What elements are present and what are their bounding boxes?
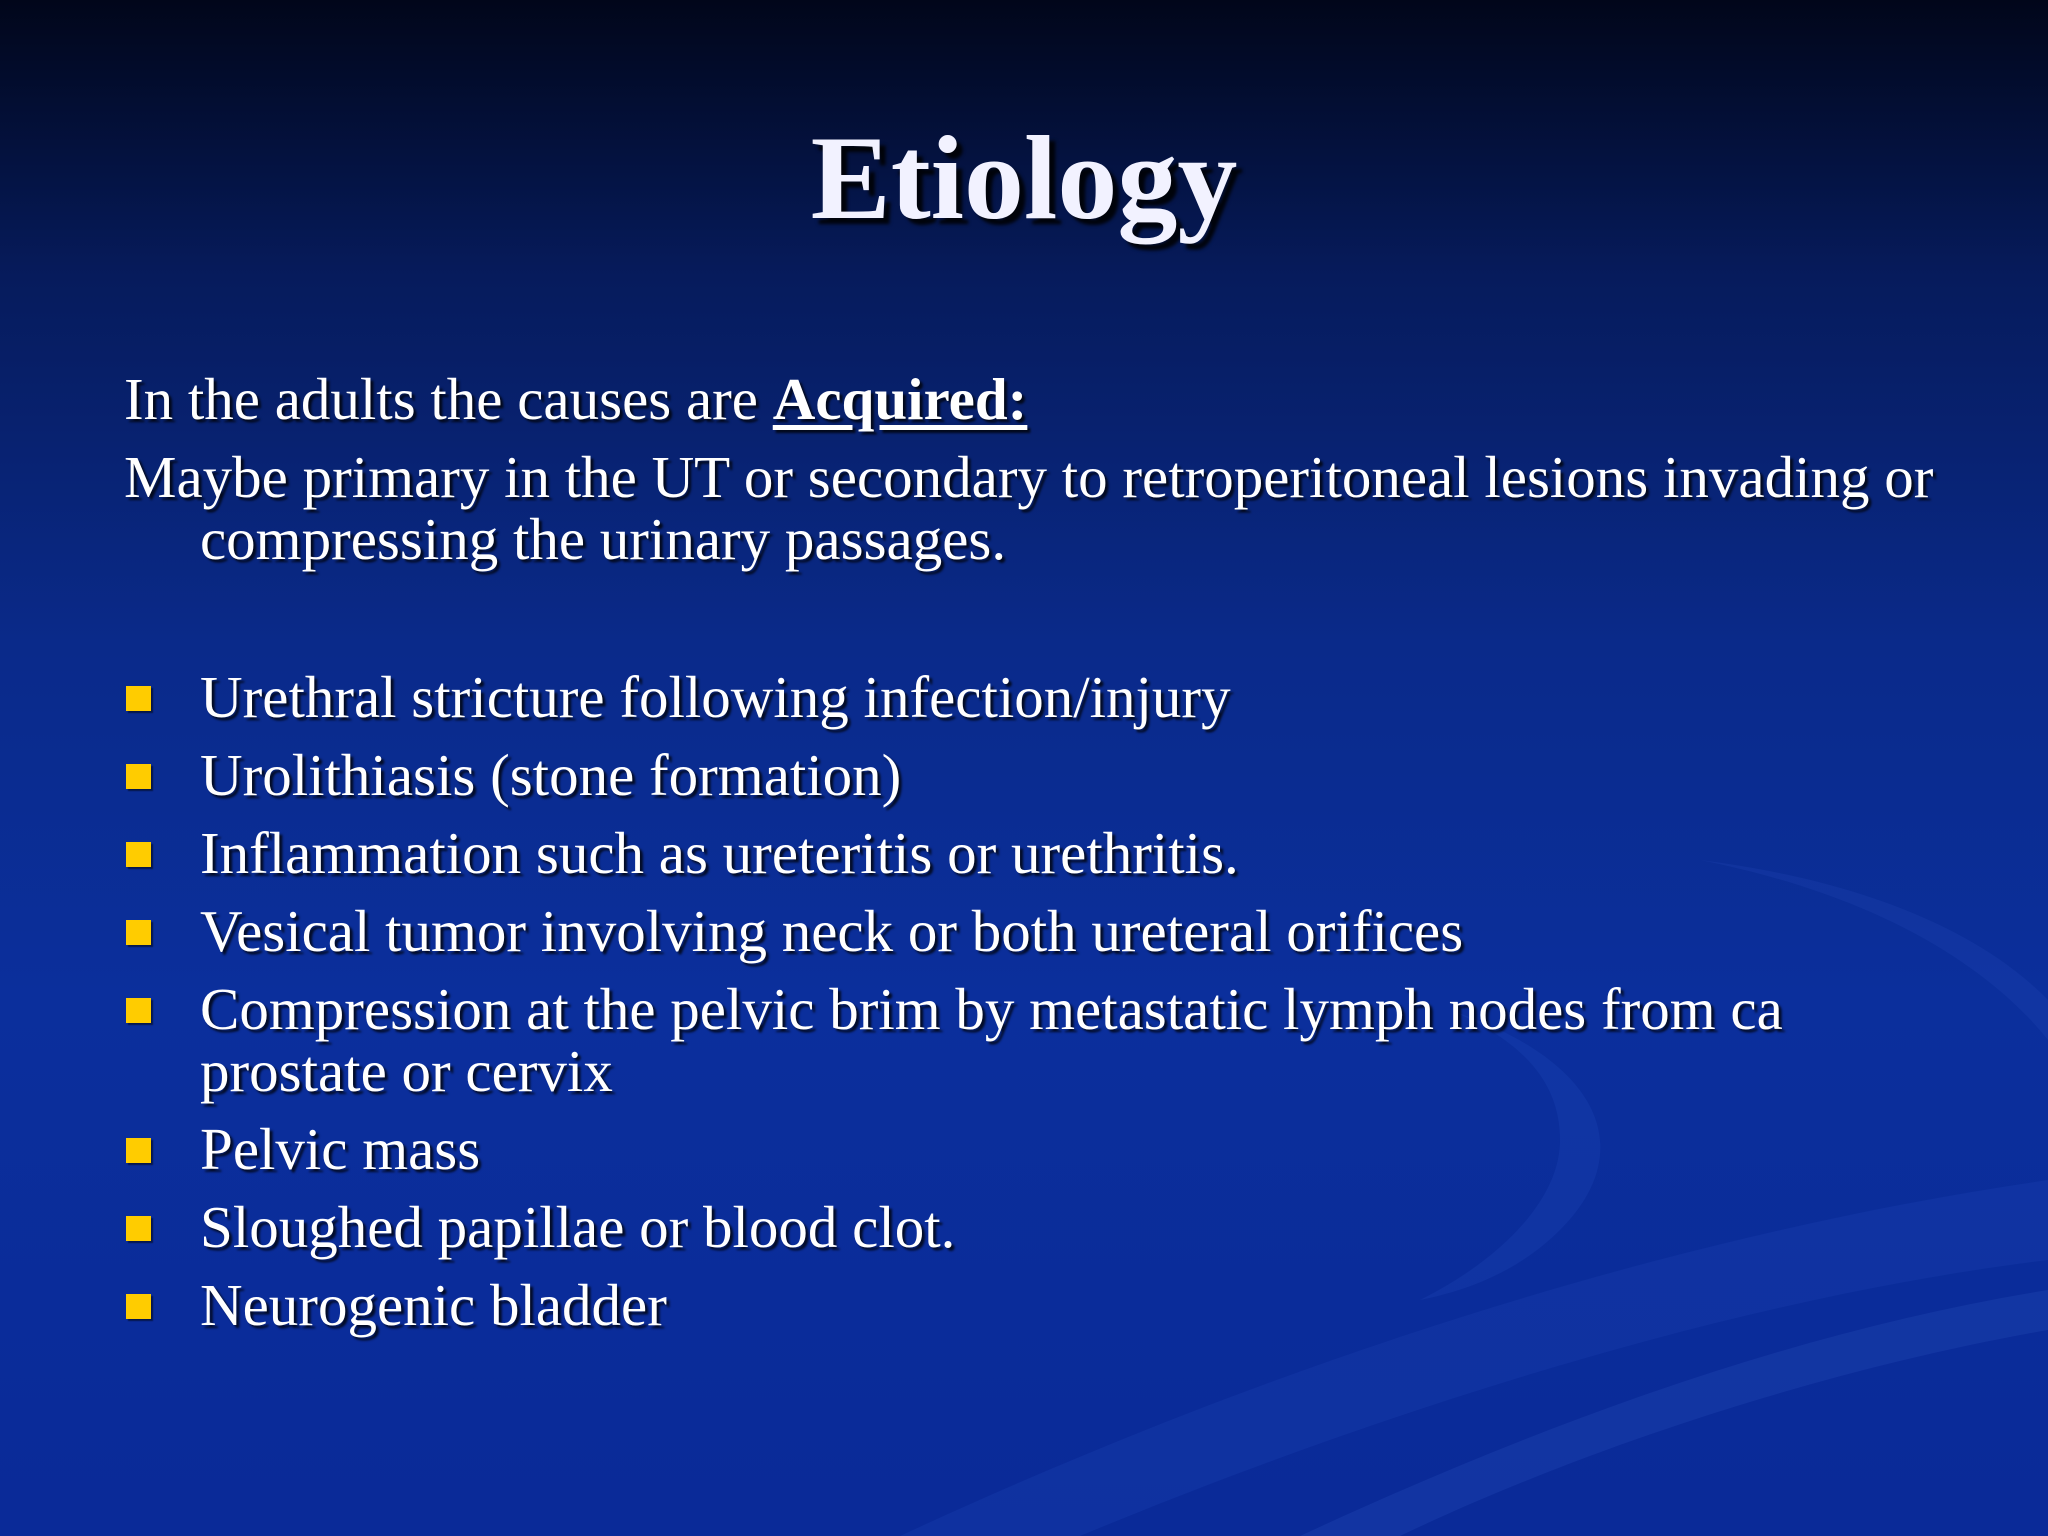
list-item <box>124 822 1944 884</box>
square-bullet-icon <box>126 764 151 789</box>
list-item <box>124 1274 1944 1336</box>
square-bullet-icon <box>126 1294 151 1319</box>
list-item-text: Sloughed papillae or blood clot. <box>200 1194 956 1260</box>
slide-title: Etiology <box>810 111 1238 244</box>
list-item <box>124 900 1944 962</box>
list-item <box>124 1196 1944 1258</box>
square-bullet-icon <box>126 842 151 867</box>
list-item-text: Neurogenic bladder <box>200 1272 667 1338</box>
square-bullet-icon <box>126 920 151 945</box>
square-bullet-icon <box>126 998 151 1023</box>
acquired-emphasis: Acquired: <box>772 366 1028 432</box>
list-item-text: Inflammation such as ureteritis or urethritis. <box>200 820 1239 886</box>
intro-line-1 <box>124 368 1944 430</box>
square-bullet-icon <box>126 686 151 711</box>
list-item <box>124 1118 1944 1180</box>
list-item-text: Compression at the pelvic brim by metastatic lymph nodes from ca prostate or cervix <box>200 976 1783 1104</box>
cause-list <box>124 666 1944 1336</box>
square-bullet-icon <box>126 1216 151 1241</box>
list-item-text: Vesical tumor involving neck or both ureteral orifices <box>200 898 1464 964</box>
list-item <box>124 744 1944 806</box>
list-item-text: Urethral stricture following infection/injury <box>200 664 1231 730</box>
list-item <box>124 666 1944 728</box>
intro-text: In the adults the causes are <box>124 366 773 432</box>
intro-line-2: Maybe primary in the UT or secondary to retroperitoneal lesions invading or compressing the urinary passages. <box>124 444 1934 572</box>
list-item-text: Urolithiasis (stone formation) <box>200 742 902 808</box>
square-bullet-icon <box>126 1138 151 1163</box>
slide-body <box>124 368 1944 1352</box>
list-item-text: Pelvic mass <box>200 1116 481 1182</box>
list-item <box>124 978 1944 1102</box>
